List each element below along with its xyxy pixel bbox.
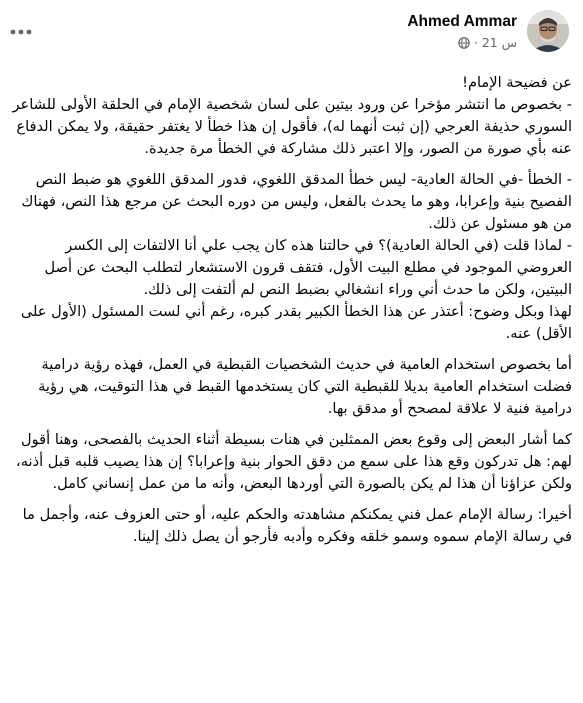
post-paragraph: كما أشار البعض إلى وقوع بعض الممثلين في هنات بسيطة أثناء الحديث بالفصحى، وهنا أقول لهم: هل تدركون وقع هذا على سمع من دقق الحوار بنية وإعرابا؟ إن هذا يصيب قلبه قبل أذنه، ولكن عزاؤنا أن هذا لم يكن بالصورة التي أوردها البعض، وأنه ما من عمل إنساني كامل. — [16, 431, 572, 492]
author-name[interactable]: Ahmed Ammar — [407, 13, 517, 30]
post-meta — [407, 35, 517, 51]
post-paragraph: لهذا وبكل وضوح: أعتذر عن هذا الخطأ الكبير بقدر كبره، رغم أني لست المسئول (الأول على الأقل) عنه. — [20, 303, 572, 342]
avatar-image — [527, 10, 569, 52]
post-paragraph: - بخصوص ما انتشر مؤخرا عن ورود بيتين على لسان شخصية الإمام في الحلقة الأولى للشاعر السوري حذيفة العرجي (إن ثبت أنهما له)، فأقول إن هذا خطأ لا يغتفر حقيقة، ولا يمكن الدفاع عنه بأي صورة من الصور، وإلا اعتبر ذلك مشاركة في الخطأ مرة جديدة. — [12, 96, 572, 157]
post-heading: عن فضيحة الإمام! — [462, 74, 572, 91]
post-header — [0, 0, 583, 62]
avatar[interactable] — [527, 10, 569, 52]
author-block — [407, 12, 517, 51]
post-paragraph: - لماذا قلت (في الحالة العادية)؟ في حالتنا هذه كان يجب علي أنا الالتفات إلى الكسر العروضي الموجود في مطلع البيت الأول، فتقف قرون الاستشعار لتطلب البحث عن أصل البيتين، ولكن ما حدث أني وراء انشغالي بضبط النص لم ألتفت إلى ذلك. — [44, 237, 572, 298]
post-paragraph: أما بخصوص استخدام العامية في حديث الشخصيات القبطية في العمل، فهذه رؤية درامية فضلت استخدام العامية بديلا للقبطية التي كان يستخدمها القبط في هذا التوقيت، هي رؤية درامية فنية لا علاقة لمصحح أو مدقق بها. — [38, 356, 572, 417]
globe-icon — [458, 37, 470, 49]
post-body — [12, 72, 572, 557]
meta-separator: · — [473, 35, 478, 50]
post-paragraph: - الخطأ -في الحالة العادية- ليس خطأ المدقق اللغوي، فدور المدقق اللغوي هو ضبط النص الفصيح بنية وإعرابا، وهو ما يحدث بالفعل، وليس من دوره البحث عن مرجع هذا النص، فهناك من هو مسئول عن ذلك. — [21, 171, 572, 232]
post-timestamp[interactable]: 21 س — [481, 35, 517, 50]
more-options-button[interactable] — [8, 22, 34, 42]
post-paragraph: أخيرا: رسالة الإمام عمل فني يمكنكم مشاهدته والحكم عليه، أو حتى العزوف عنه، وأجمل ما في رسالة الإمام سموه وسمو خلقه وفكره وأدبه فأرجو أن يصل ذلك إلينا. — [22, 506, 572, 545]
more-horizontal-icon — [10, 29, 32, 35]
